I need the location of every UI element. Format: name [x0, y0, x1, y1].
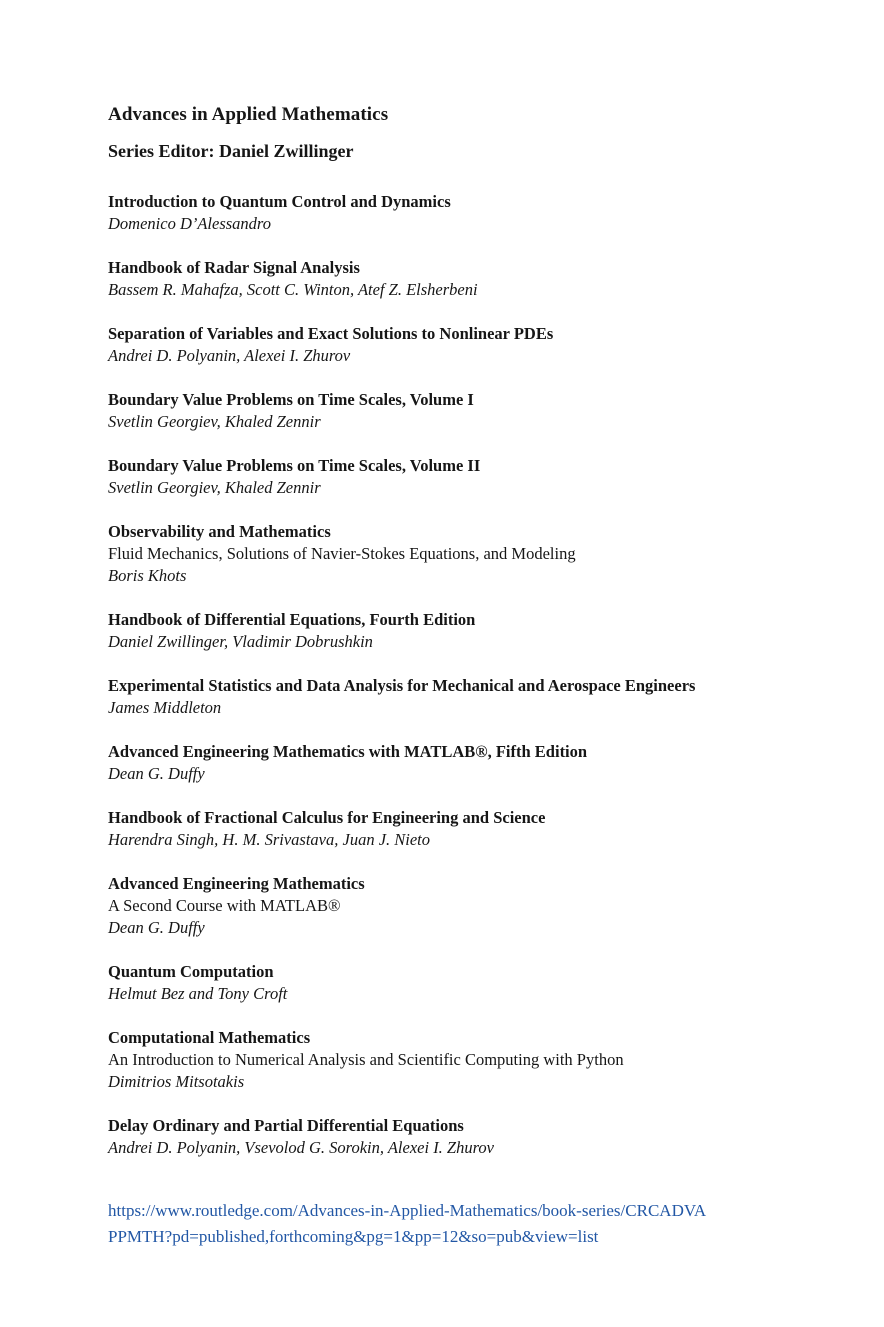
book-title: Handbook of Radar Signal Analysis [108, 258, 360, 277]
book-authors: Svetlin Georgiev, Khaled Zennir [108, 412, 321, 431]
book-entry [108, 1115, 794, 1159]
book-entry [108, 1027, 794, 1093]
book-authors: Dimitrios Mitsotakis [108, 1072, 245, 1091]
book-title: Computational Mathematics [108, 1028, 311, 1047]
series-url-link[interactable] [108, 1198, 794, 1250]
book-authors: James Middleton [108, 698, 222, 717]
book-entry [108, 455, 794, 499]
series-title: Advances in Applied Mathematics [108, 104, 389, 125]
book-title: Experimental Statistics and Data Analysis for Mechanical and Aerospace Engineers [108, 676, 696, 695]
series-url-line-1: https://www.routledge.com/Advances-in-Applied-Mathematics/book-series/CRCADVA [108, 1201, 707, 1220]
book-authors: Andrei D. Polyanin, Alexei I. Zhurov [108, 346, 351, 365]
book-title: Advanced Engineering Mathematics [108, 874, 365, 893]
book-subtitle: An Introduction to Numerical Analysis and Scientific Computing with Python [108, 1050, 624, 1069]
book-entry [108, 873, 794, 939]
book-entry-list [108, 191, 794, 1159]
book-subtitle: A Second Course with MATLAB® [108, 896, 341, 915]
book-authors: Dean G. Duffy [108, 764, 205, 783]
book-entry [108, 609, 794, 653]
book-authors: Boris Khots [108, 566, 187, 585]
book-entry [108, 675, 794, 719]
book-entry [108, 521, 794, 587]
book-authors: Helmut Bez and Tony Croft [108, 984, 288, 1003]
book-title: Delay Ordinary and Partial Differential Equations [108, 1116, 464, 1135]
series-url-line-2: PPMTH?pd=published,forthcoming&pg=1&pp=12&so=pub&view=list [108, 1227, 599, 1246]
book-title: Observability and Mathematics [108, 522, 331, 541]
book-subtitle: Fluid Mechanics, Solutions of Navier-Stokes Equations, and Modeling [108, 544, 576, 563]
book-title: Quantum Computation [108, 962, 274, 981]
book-entry [108, 389, 794, 433]
book-title: Advanced Engineering Mathematics with MATLAB®, Fifth Edition [108, 742, 588, 761]
book-authors: Domenico D’Alessandro [108, 214, 271, 233]
book-title: Handbook of Differential Equations, Fourth Edition [108, 610, 476, 629]
book-entry [108, 807, 794, 851]
book-entry [108, 961, 794, 1005]
book-title: Separation of Variables and Exact Solutions to Nonlinear PDEs [108, 324, 554, 343]
book-authors: Svetlin Georgiev, Khaled Zennir [108, 478, 321, 497]
book-authors: Bassem R. Mahafza, Scott C. Winton, Atef Z. Elsherbeni [108, 280, 478, 299]
book-title: Boundary Value Problems on Time Scales, Volume II [108, 456, 481, 475]
book-title: Boundary Value Problems on Time Scales, Volume I [108, 390, 474, 409]
book-authors: Daniel Zwillinger, Vladimir Dobrushkin [108, 632, 373, 651]
book-entry [108, 191, 794, 235]
book-title: Introduction to Quantum Control and Dynamics [108, 192, 451, 211]
book-entry [108, 323, 794, 367]
series-editor: Series Editor: Daniel Zwillinger [108, 141, 354, 161]
book-authors: Harendra Singh, H. M. Srivastava, Juan J. Nieto [108, 830, 431, 849]
book-entry [108, 741, 794, 785]
book-title: Handbook of Fractional Calculus for Engineering and Science [108, 808, 546, 827]
book-authors: Dean G. Duffy [108, 918, 205, 937]
book-entry [108, 257, 794, 301]
book-authors: Andrei D. Polyanin, Vsevolod G. Sorokin, Alexei I. Zhurov [108, 1138, 494, 1157]
